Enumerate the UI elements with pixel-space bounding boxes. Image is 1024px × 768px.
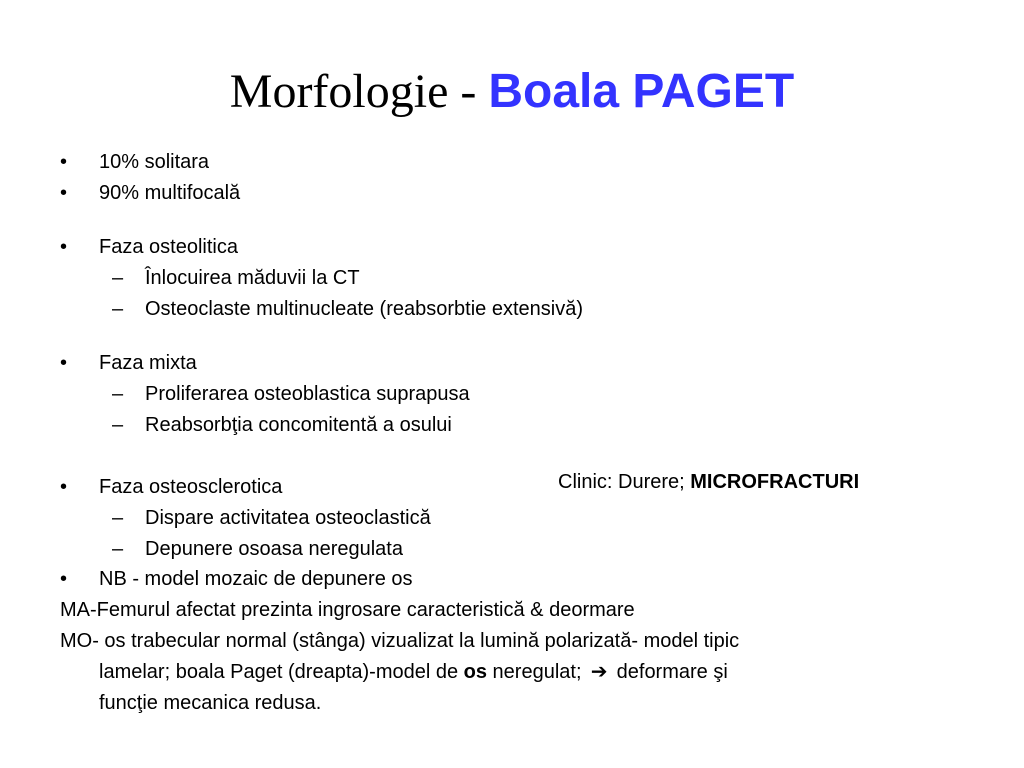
mo-line-3: funcţie mecanica redusa.: [99, 692, 322, 714]
clinic-bold: MICROFRACTURI: [690, 471, 860, 493]
clinic-note: [558, 470, 859, 494]
subitem-dispare: Dispare activitatea osteoclastică: [145, 507, 431, 529]
bullet-faza-mixta: Faza mixta: [99, 352, 197, 374]
right-arrow-icon: ➔: [590, 661, 608, 683]
dash-marker: –: [112, 507, 124, 529]
mo-line-2-bold: os: [463, 661, 487, 683]
title-accent: Boala PAGET: [488, 65, 795, 118]
mo-line-2-b: neregulat;: [487, 661, 588, 683]
dash-marker: –: [112, 538, 124, 560]
bullet-faza-osteosclerotica: Faza osteosclerotica: [99, 476, 283, 498]
dash-marker: –: [112, 267, 124, 289]
bullet-marker: •: [60, 236, 68, 258]
title-plain: Morfologie -: [229, 65, 489, 118]
bullet-marker: •: [60, 352, 68, 374]
bullet-multifocala: 90% multifocală: [99, 182, 241, 204]
bullet-marker: •: [60, 182, 68, 204]
mo-line-2: [99, 660, 728, 684]
bullet-marker: •: [60, 568, 68, 590]
dash-marker: –: [112, 414, 124, 436]
subitem-reabsorbtia: Reabsorbţia concomitentă a osului: [145, 414, 452, 436]
subitem-inlocuirea: Înlocuirea măduvii la CT: [145, 267, 360, 289]
bullet-nb: NB - model mozaic de depunere os: [99, 568, 413, 590]
bullet-marker: •: [60, 151, 68, 173]
subitem-depunere: Depunere osoasa neregulata: [145, 538, 403, 560]
mo-line-1: MO- os trabecular normal (stânga) vizualizat la lumină polarizată- model tipic: [60, 630, 740, 652]
subitem-osteoclaste: Osteoclaste multinucleate (reabsorbtie extensivă): [145, 298, 583, 320]
mo-line-2-c: deformare şi: [611, 661, 728, 683]
bullet-marker: •: [60, 476, 68, 498]
subitem-proliferarea: Proliferarea osteoblastica suprapusa: [145, 383, 470, 405]
ma-paragraph: MA-Femurul afectat prezinta ingrosare caracteristică & deormare: [60, 599, 635, 621]
dash-marker: –: [112, 298, 124, 320]
bullet-faza-osteolitica: Faza osteolitica: [99, 236, 238, 258]
dash-marker: –: [112, 383, 124, 405]
clinic-prefix: Clinic: Durere;: [558, 471, 691, 493]
mo-line-2-a: lamelar; boala Paget (dreapta)-model de: [99, 661, 464, 683]
slide-title: [0, 62, 1024, 122]
bullet-solitara: 10% solitara: [99, 151, 210, 173]
